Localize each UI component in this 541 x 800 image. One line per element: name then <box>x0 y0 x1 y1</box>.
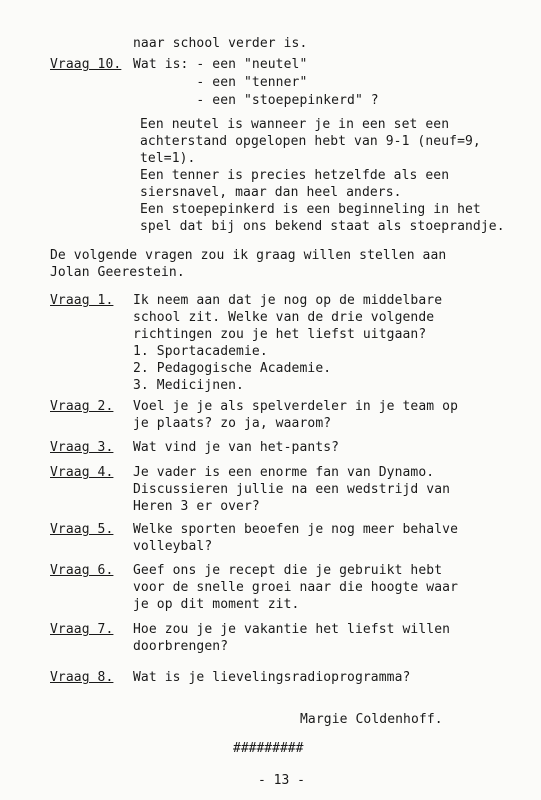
question-line: Wat is je lievelingsradioprogramma? <box>133 670 411 685</box>
question-line: Hoe zou je je vakantie het liefst willen <box>133 622 451 637</box>
question-label: Vraag 1. <box>50 293 114 308</box>
question-line: volleybal? <box>133 539 213 554</box>
intro2-line: De volgende vragen zou ik graag willen stellen aan <box>50 248 447 263</box>
question-label: Vraag 6. <box>50 563 114 578</box>
question-line: voor de snelle groei naar die hoogte waar <box>133 580 458 595</box>
question-label: Vraag 2. <box>50 399 114 414</box>
question-line: richtingen zou je het liefst uitgaan? <box>133 327 427 342</box>
question-label: Vraag 4. <box>50 465 114 480</box>
page-number: - 13 - <box>258 773 305 788</box>
intro-tail: naar school verder is. <box>133 36 308 51</box>
question-line: Je vader is een enorme fan van Dynamo. <box>133 465 435 480</box>
q10-answer-line: achterstand opgelopen hebt van 9-1 (neuf=9, <box>140 134 481 149</box>
q10-line: Wat is: - een "neutel" <box>133 57 308 72</box>
signature: Margie Coldenhoff. <box>300 712 443 727</box>
question-line: je op dit moment zit. <box>133 597 300 612</box>
q10-answer-line: spel dat bij ons bekend staat als stoeprandje. <box>140 219 505 234</box>
question-label: Vraag 3. <box>50 440 114 455</box>
question-line: Discussieren jullie na een wedstrijd van <box>133 482 451 497</box>
q10-answer-line: siersnavel, maar dan heel anders. <box>140 185 402 200</box>
question-line: 1. Sportacademie. <box>133 344 268 359</box>
question-label: Vraag 5. <box>50 522 114 537</box>
question-line: Welke sporten beoefen je nog meer behalve <box>133 522 458 537</box>
question-line: doorbrengen? <box>133 639 229 654</box>
q10-answer-line: Een stoepepinkerd is een beginneling in het <box>140 202 481 217</box>
intro2-line: Jolan Geerestein. <box>50 265 185 280</box>
question-line: Geef ons je recept die je gebruikt hebt <box>133 563 443 578</box>
divider: ######### <box>233 741 304 756</box>
q10-answer-line: Een tenner is precies hetzelfde als een <box>140 168 450 183</box>
q10-answer-line: Een neutel is wanneer je in een set een <box>140 117 450 132</box>
q10-line: - een "stoepepinkerd" ? <box>133 93 379 108</box>
q10-label: Vraag 10. <box>50 57 122 72</box>
question-line: Wat vind je van het-pants? <box>133 440 340 455</box>
q10-answer-line: tel=1). <box>140 151 196 166</box>
question-line: school zit. Welke van de drie volgende <box>133 310 435 325</box>
question-label: Vraag 8. <box>50 670 114 685</box>
question-line: je plaats? zo ja, waarom? <box>133 416 332 431</box>
question-line: 3. Medicijnen. <box>133 378 244 393</box>
q10-line: - een "tenner" <box>133 75 308 90</box>
question-line: Voel je je als spelverdeler in je team op <box>133 399 458 414</box>
question-line: 2. Pedagogische Academie. <box>133 361 332 376</box>
question-line: Heren 3 er over? <box>133 499 260 514</box>
question-label: Vraag 7. <box>50 622 114 637</box>
question-line: Ik neem aan dat je nog op de middelbare <box>133 293 443 308</box>
